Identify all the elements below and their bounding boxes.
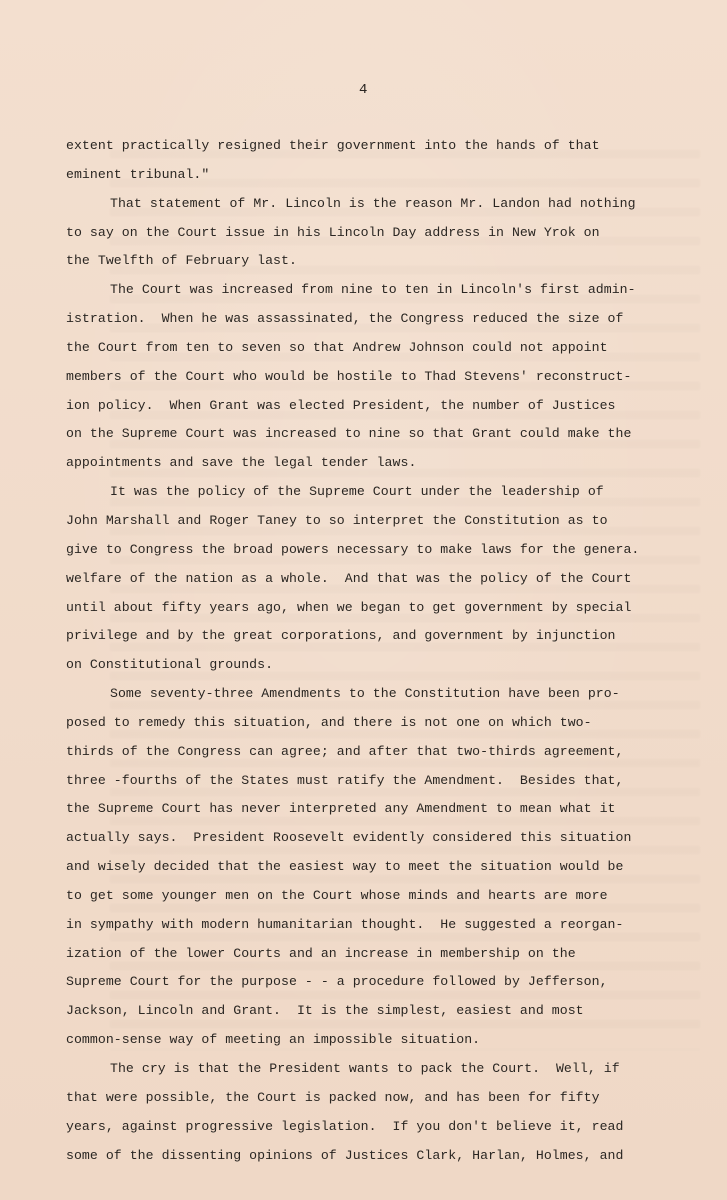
text-line: that were possible, the Court is packed now, and has been for fifty: [66, 1089, 600, 1105]
text-line: to get some younger men on the Court whose minds and hearts are more: [66, 887, 608, 903]
text-line: on the Supreme Court was increased to nine so that Grant could make the: [66, 426, 632, 442]
text-line: It was the policy of the Supreme Court under the leadership of: [110, 484, 604, 500]
paragraph: [66, 1055, 691, 1170]
paragraph: [66, 190, 691, 277]
text-line: and wisely decided that the easiest way to meet the situation would be: [66, 859, 624, 875]
text-line: Some seventy-three Amendments to the Constitution have been pro-: [110, 686, 620, 702]
text-line: ization of the lower Courts and an increase in membership on the: [66, 945, 576, 961]
text-line: appointments and save the legal tender laws.: [66, 455, 417, 471]
text-line: istration. When he was assassinated, the Congress reduced the size of: [66, 311, 624, 327]
text-line: Supreme Court for the purpose - - a procedure followed by Jefferson,: [66, 974, 608, 990]
paragraph: [66, 680, 691, 1055]
text-line: the Twelfth of February last.: [66, 253, 297, 269]
text-line: the Court from ten to seven so that Andrew Johnson could not appoint: [66, 339, 608, 355]
text-line: in sympathy with modern humanitarian thought. He suggested a reorgan-: [66, 916, 624, 932]
text-line: members of the Court who would be hostile to Thad Stevens' reconstruct-: [66, 368, 632, 384]
text-line: welfare of the nation as a whole. And that was the policy of the Court: [66, 570, 632, 586]
text-line: Jackson, Lincoln and Grant. It is the simplest, easiest and most: [66, 1003, 584, 1019]
text-line: privilege and by the great corporations, and government by injunction: [66, 628, 616, 644]
text-line: eminent tribunal.": [66, 166, 210, 182]
text-line: until about fifty years ago, when we began to get government by special: [66, 599, 632, 615]
text-line: thirds of the Congress can agree; and after that two-thirds agreement,: [66, 743, 624, 759]
text-line: posed to remedy this situation, and there is not one on which two-: [66, 714, 592, 730]
paragraph: [66, 276, 691, 478]
text-line: years, against progressive legislation. If you don't believe it, read: [66, 1118, 624, 1134]
text-line: common-sense way of meeting an impossible situation.: [66, 1032, 481, 1048]
paragraph: [66, 132, 691, 190]
text-line: The Court was increased from nine to ten in Lincoln's first admin-: [110, 282, 636, 298]
text-line: to say on the Court issue in his Lincoln Day address in New Yrok on: [66, 224, 600, 240]
text-line: three -fourths of the States must ratify the Amendment. Besides that,: [66, 772, 624, 788]
text-line: the Supreme Court has never interpreted any Amendment to mean what it: [66, 801, 616, 817]
typed-body-text: [66, 132, 691, 1170]
text-line: some of the dissenting opinions of Justices Clark, Harlan, Holmes, and: [66, 1147, 624, 1163]
text-line: actually says. President Roosevelt evidently considered this situation: [66, 830, 632, 846]
text-line: The cry is that the President wants to pack the Court. Well, if: [110, 1061, 620, 1076]
text-line: on Constitutional grounds.: [66, 657, 274, 673]
page-number: 4: [359, 82, 368, 98]
text-line: ion policy. When Grant was elected President, the number of Justices: [66, 397, 616, 413]
text-line: John Marshall and Roger Taney to so interpret the Constitution as to: [66, 512, 608, 528]
text-line: That statement of Mr. Lincoln is the reason Mr. Landon had nothing: [110, 195, 636, 211]
text-line: extent practically resigned their government into the hands of that: [66, 138, 600, 153]
text-line: give to Congress the broad powers necessary to make laws for the genera.: [66, 541, 640, 557]
paragraph: [66, 478, 691, 680]
